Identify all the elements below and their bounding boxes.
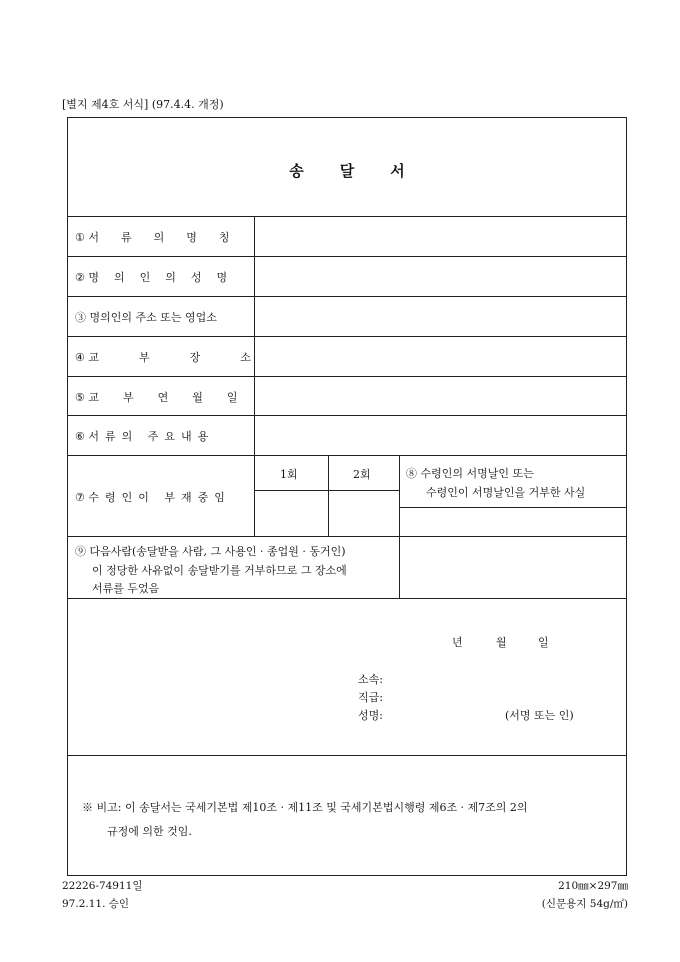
refusal-line2: 이 정당한 사유없이 송달받기를 거부하므로 그 장소에 bbox=[92, 564, 347, 577]
row-label-document-name: ① 서류의명칭 bbox=[75, 231, 252, 244]
date-day: 일 bbox=[538, 636, 549, 649]
divider bbox=[254, 490, 399, 491]
name-label: 성명: bbox=[358, 709, 383, 722]
affiliation-label: 소속: bbox=[358, 673, 383, 686]
row-label-holder-name: ② 명의인의성명 bbox=[75, 271, 243, 284]
rank-label: 직급: bbox=[358, 691, 383, 704]
column-divider bbox=[328, 455, 329, 536]
divider bbox=[67, 755, 627, 756]
second-attempt-label: 2회 bbox=[353, 468, 371, 481]
form-code: 22226-74911일 bbox=[62, 880, 143, 892]
signature-note-line2: 수령인이 서명날인을 거부한 사실 bbox=[426, 486, 586, 499]
refusal-line1: ⑨ 다음사람(송달받을 사람, 그 사용인 · 종업원 · 동거인) bbox=[75, 545, 346, 558]
divider bbox=[67, 296, 627, 297]
remark-line2: 규정에 의한 것임. bbox=[107, 825, 192, 838]
form-reference: [별지 제4호 서식] (97.4.4. 개정) bbox=[62, 98, 224, 111]
form-title: 송달서 bbox=[289, 162, 441, 180]
row-label-recipient-absent: ⑦ 수령인이 부재중임 bbox=[75, 491, 231, 504]
divider bbox=[67, 256, 627, 257]
divider bbox=[67, 376, 627, 377]
row-label-holder-address: ③ 명의인의 주소 또는 영업소 bbox=[75, 311, 217, 324]
approval-date: 97.2.11. 승인 bbox=[62, 898, 130, 910]
sign-hint: (서명 또는 인) bbox=[505, 709, 574, 722]
column-divider bbox=[399, 455, 400, 598]
divider bbox=[67, 216, 627, 217]
date-month: 월 bbox=[496, 636, 507, 649]
refusal-line3: 서류를 두었음 bbox=[92, 582, 160, 595]
row-label-delivery-date: ⑤ 교부연월일 bbox=[75, 391, 262, 404]
paper-type: (신문용지 54g/㎡) bbox=[541, 898, 628, 910]
divider bbox=[67, 336, 627, 337]
remark-line1: ※ 비고: 이 송달서는 국세기본법 제10조 · 제11조 및 국세기본법시행령 제6조 · 제7조의 2의 bbox=[82, 801, 528, 814]
divider bbox=[399, 507, 627, 508]
column-divider bbox=[254, 216, 255, 536]
date-year: 년 bbox=[452, 636, 463, 649]
row-label-document-contents: ⑥ 서류의 주요내용 bbox=[75, 430, 215, 443]
divider bbox=[67, 455, 627, 456]
first-attempt-label: 1회 bbox=[280, 468, 298, 481]
paper-size: 210㎜×297㎜ bbox=[558, 880, 628, 892]
divider bbox=[67, 415, 627, 416]
divider bbox=[67, 598, 627, 599]
divider bbox=[67, 536, 627, 537]
row-label-delivery-place: ④ 교부장소 bbox=[75, 351, 291, 364]
signature-note-line1: ⑧ 수령인의 서명날인 또는 bbox=[406, 467, 534, 480]
